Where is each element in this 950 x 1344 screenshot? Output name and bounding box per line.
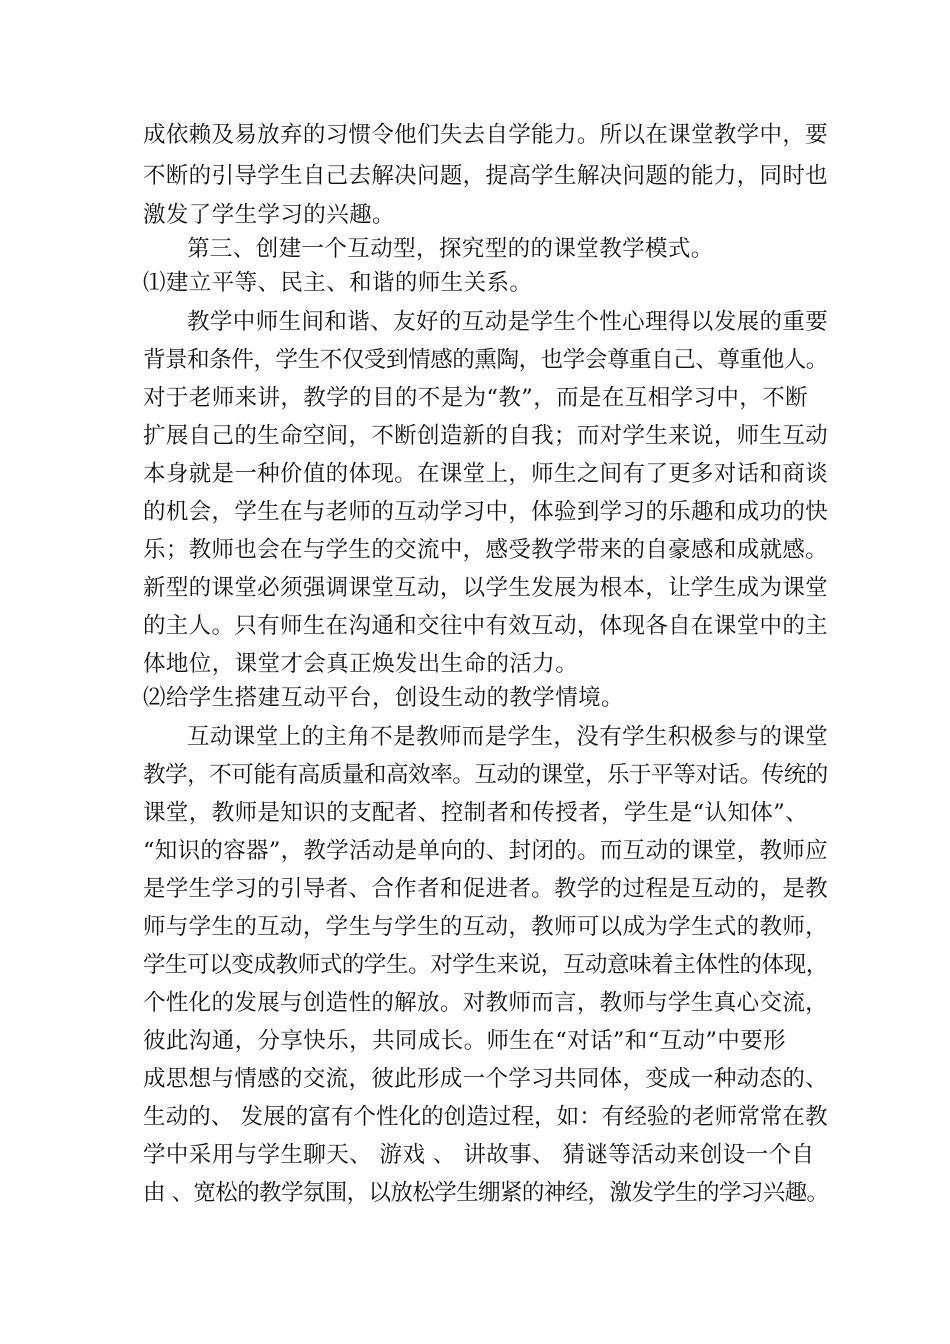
text-line: 教学中师生间和谐、友好的互动是学生个性心理得以发展的重要 — [187, 309, 829, 335]
subsection-heading: ⑵给学生搭建互动平台，创设生动的教学情境。 — [143, 685, 624, 711]
text-line: 课堂，教师是知识的支配者、控制者和传授者，学生是“认知体”、 — [143, 800, 809, 826]
text-line: 是学生学习的引导者、合作者和促进者。教学的过程是互动的，是教 — [143, 876, 829, 902]
text-line: 学生可以变成教师式的学生。对学生来说，互动意味着主体性的体现， — [143, 952, 828, 978]
text-line: 互动课堂上的主角不是教师而是学生，没有学生积极参与的课堂 — [187, 724, 829, 750]
text-line: 不断的引导学生自己去解决问题，提高学生解决问题的能力，同时也 — [143, 163, 829, 189]
text-line: 成思想与情感的交流，彼此形成一个学习共同体，变成一种动态的、 — [143, 1066, 829, 1092]
text-line: 激发了学生学习的兴趣。 — [143, 202, 395, 228]
text-line: 的机会，学生在与老师的互动学习中，体验到学习的乐趣和成功的快 — [143, 499, 829, 525]
text-line: 由 、宽松的教学氛围，以放松学生绷紧的神经，激发学生的学习兴趣。 — [143, 1180, 829, 1206]
subsection-heading: ⑴建立平等、民主、和谐的师生关系。 — [143, 270, 533, 296]
text-line: 彼此沟通，分享快乐，共同成长。师生在“对话”和“互动”中要形 — [143, 1028, 787, 1054]
text-line: 个性化的发展与创造性的解放。对教师而言，教师与学生真心交流， — [143, 990, 829, 1016]
section-heading: 第三、创建一个互动型，探究型的的课堂教学模式。 — [187, 236, 714, 262]
text-line: 学中采用与学生聊天、 游戏 、 讲故事、 猜谜等活动来创设一个自 — [143, 1142, 815, 1168]
text-line: 师与学生的互动，学生与学生的互动，教师可以成为学生式的教师， — [143, 914, 829, 940]
text-line: 背景和条件，学生不仅受到情感的熏陶，也学会尊重自己、尊重他人。 — [143, 347, 828, 373]
text-line: 新型的课堂必须强调课堂互动，以学生发展为根本，让学生成为课堂 — [143, 575, 829, 601]
text-line: 本身就是一种价值的体现。在课堂上，师生之间有了更多对话和商谈 — [143, 461, 829, 487]
text-line: 体地位，课堂才会真正焕发出生命的活力。 — [143, 651, 579, 677]
text-line: 教学，不可能有高质量和高效率。互动的课堂，乐于平等对话。传统的 — [143, 762, 828, 788]
text-line: 成依赖及易放弃的习惯令他们失去自学能力。所以在课堂教学中，要 — [143, 122, 829, 148]
text-line: 乐；教师也会在与学生的交流中，感受教学带来的自豪感和成就感。 — [143, 537, 829, 563]
text-line: 对于老师来讲，教学的目的不是为“教”，而是在互相学习中，不断 — [143, 385, 809, 411]
text-line: 的主人。只有师生在沟通和交往中有效互动，体现各自在课堂中的主 — [143, 613, 829, 639]
text-line: 扩展自己的生命空间，不断创造新的自我；而对学生来说，师生互动 — [143, 423, 829, 449]
text-line: “知识的容器”，教学活动是单向的、封闭的。而互动的课堂，教师应 — [143, 838, 828, 864]
text-line: 生动的、 发展的富有个性化的创造过程，如：有经验的老师常常在教 — [143, 1104, 828, 1130]
